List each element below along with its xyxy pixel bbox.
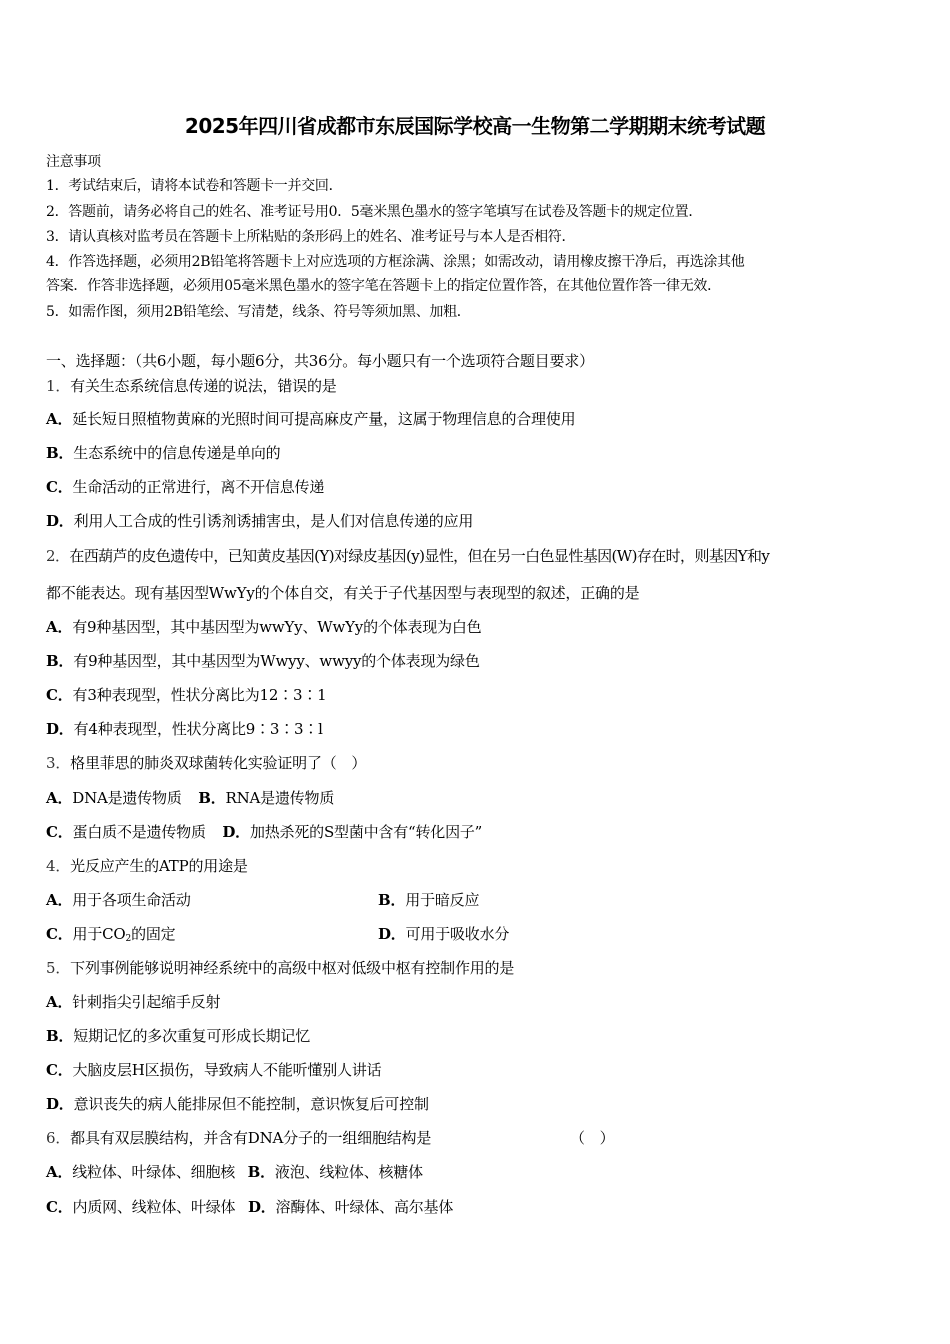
- option-text: 液泡、线粒体、核糖体: [274, 1163, 423, 1181]
- option-letter: A．: [46, 1163, 73, 1181]
- option-letter: A．: [46, 618, 73, 636]
- option-letter: D．: [378, 925, 406, 943]
- option-text: 可用于吸收水分: [405, 925, 510, 943]
- option-text: 针刺指尖引起缩手反射: [72, 993, 221, 1011]
- question-3-stem: [46, 752, 366, 774]
- option-letter: A．: [46, 993, 73, 1011]
- question-number: 3．: [46, 754, 71, 772]
- question-number: 2．: [46, 547, 70, 565]
- question-4-option-d[interactable]: [378, 923, 509, 945]
- option-letter: A．: [46, 891, 73, 909]
- option-letter: D．: [46, 720, 74, 738]
- question-2-stem: [46, 545, 769, 567]
- question-number: 4．: [46, 857, 71, 875]
- notice-item-4-cont: 答案．作答非选择题，必须用05毫米黑色墨水的签字笔在答题卡上的指定位置作答，在其他位置作答一律无效．: [46, 278, 721, 294]
- question-text: 在西葫芦的皮色遗传中，已知黄皮基因(Y)对绿皮基因(y)显性，但在另一白色显性基因(W)存在时，则基因Y和y: [69, 547, 770, 565]
- option-text: 生态系统中的信息传递是单向的: [73, 444, 281, 462]
- option-text-post: 的固定: [131, 925, 176, 943]
- question-1-option-b[interactable]: [46, 442, 280, 464]
- answer-paren: （ ）: [570, 1129, 615, 1147]
- notice-item-3: 3．请认真核对监考员在答题卡上所粘贴的条形码上的姓名、准考证号与本人是否相符．: [46, 229, 576, 245]
- question-text: 格里菲思的肺炎双球菌转化实验证明了（ ）: [70, 754, 367, 772]
- notice-item-4: 4．作答选择题，必须用2B铅笔将答题卡上对应选项的方框涂满、涂黑；如需改动，请用橡皮擦干净后，再选涂其他: [46, 254, 745, 270]
- option-text: 有3种表现型，性状分离比为12∶3∶1: [72, 686, 327, 704]
- option-letter: C．: [46, 1061, 73, 1079]
- option-text: 意识丧失的病人能排尿但不能控制，意识恢复后可控制: [73, 1095, 429, 1113]
- question-1-stem: [46, 375, 337, 397]
- question-5-option-d[interactable]: [46, 1093, 429, 1115]
- option-text: 有4种表现型，性状分离比9∶3∶3∶l: [73, 720, 323, 738]
- option-letter: B．: [46, 652, 74, 670]
- option-text: DNA是遗传物质: [72, 789, 182, 807]
- option-text: 加热杀死的S型菌中含有“转化因子”: [249, 823, 483, 841]
- question-6-options-ab: [46, 1161, 423, 1183]
- notice-item-2: 2．答题前，请务必将自己的姓名、准考证号用0．5毫米黑色墨水的签字笔填写在试卷及答题卡的规定位置．: [46, 204, 703, 220]
- option-text: 线粒体、叶绿体、细胞核: [72, 1163, 236, 1181]
- option-letter: C．: [46, 686, 73, 704]
- option-letter: B．: [198, 789, 226, 807]
- option-letter: D．: [46, 1095, 74, 1113]
- question-6-option-a[interactable]: [46, 1163, 235, 1181]
- option-letter: D．: [247, 1198, 276, 1216]
- question-6-stem: [46, 1127, 906, 1149]
- question-2-option-d[interactable]: [46, 718, 323, 740]
- page-title: 2025年四川省成都市东辰国际学校高一生物第二学期期末统考试题: [184, 114, 766, 138]
- question-text: 有关生态系统信息传递的说法，错误的是: [70, 377, 337, 395]
- question-number: 5．: [46, 959, 71, 977]
- option-letter: A．: [46, 410, 73, 428]
- question-4-stem: [46, 855, 248, 877]
- question-3-options-ab: [46, 787, 334, 809]
- option-letter: D．: [222, 823, 250, 841]
- question-4-option-a[interactable]: [46, 891, 191, 909]
- option-text: [73, 925, 176, 943]
- question-3-option-a[interactable]: [46, 789, 182, 807]
- option-text: 溶酶体、叶绿体、高尔基体: [275, 1198, 454, 1216]
- question-1-option-c[interactable]: [46, 476, 324, 498]
- question-1-option-a[interactable]: [46, 408, 575, 430]
- option-letter: B．: [247, 1163, 275, 1181]
- question-5-option-a[interactable]: [46, 991, 220, 1013]
- option-text: 用于暗反应: [405, 891, 480, 909]
- question-3-options-cd: [46, 821, 482, 843]
- option-text: 利用人工合成的性引诱剂诱捕害虫，是人们对信息传递的应用: [73, 512, 474, 530]
- question-4-option-b[interactable]: [378, 889, 479, 911]
- notice-heading: 注意事项: [46, 154, 101, 170]
- question-4-options-cd: [46, 923, 906, 950]
- question-text: 光反应产生的ATP的用途是: [70, 857, 248, 875]
- option-text: 延长短日照植物黄麻的光照时间可提高麻皮产量，这属于物理信息的合理使用: [72, 410, 576, 428]
- notice-item-5: 5．如需作图，须用2B铅笔绘、写清楚，线条、符号等须加黑、加粗．: [46, 304, 471, 320]
- question-2-option-c[interactable]: [46, 684, 326, 706]
- option-letter: A．: [46, 789, 73, 807]
- option-text: 用于各项生命活动: [72, 891, 191, 909]
- option-letter: B．: [46, 1027, 74, 1045]
- question-text: 下列事例能够说明神经系统中的高级中枢对低级中枢有控制作用的是: [70, 959, 515, 977]
- question-6-option-c[interactable]: [46, 1198, 235, 1216]
- question-2-option-a[interactable]: [46, 616, 481, 638]
- question-3-option-d[interactable]: [222, 823, 482, 841]
- option-text: RNA是遗传物质: [225, 789, 335, 807]
- option-letter: C．: [46, 925, 73, 943]
- option-letter: B．: [378, 891, 406, 909]
- section-heading: 一、选择题：（共6小题，每小题6分，共36分。每小题只有一个选项符合题目要求）: [46, 352, 594, 370]
- question-6-option-b[interactable]: [248, 1163, 423, 1181]
- question-3-option-c[interactable]: [46, 823, 206, 841]
- option-text-pre: 用于CO: [72, 925, 126, 943]
- question-3-option-b[interactable]: [198, 789, 334, 807]
- question-2-option-b[interactable]: [46, 650, 480, 672]
- option-letter: C．: [46, 823, 73, 841]
- option-text: 有9种基因型，其中基因型为Wwyy、wwyy的个体表现为绿色: [73, 652, 480, 670]
- option-letter: B．: [46, 444, 74, 462]
- question-6-option-d[interactable]: [248, 1198, 453, 1216]
- question-1-option-d[interactable]: [46, 510, 473, 532]
- option-text: 短期记忆的多次重复可形成长期记忆: [73, 1027, 311, 1045]
- question-4-option-c[interactable]: [46, 925, 175, 943]
- option-text: 大脑皮层H区损伤，导致病人不能听懂别人讲话: [72, 1061, 382, 1079]
- question-number: 6．: [46, 1129, 71, 1147]
- subscript: 2: [125, 934, 132, 944]
- option-letter: C．: [46, 1198, 73, 1216]
- option-text: 蛋白质不是遗传物质: [72, 823, 206, 841]
- question-text: 都具有双层膜结构，并含有DNA分子的一组细胞结构是: [70, 1129, 432, 1147]
- question-5-stem: [46, 957, 514, 979]
- question-4-options-ab: [46, 889, 906, 911]
- option-letter: C．: [46, 478, 73, 496]
- question-2-stem-cont: 都不能表达。现有基因型WwYy的个体自交，有关于子代基因型与表现型的叙述，正确的是: [46, 584, 640, 602]
- option-text: 内质网、线粒体、叶绿体: [72, 1198, 236, 1216]
- option-text: 生命活动的正常进行，离不开信息传递: [72, 478, 325, 496]
- question-number: 1．: [46, 377, 71, 395]
- question-6-options-cd: [46, 1196, 453, 1218]
- question-5-option-b[interactable]: [46, 1025, 310, 1047]
- option-text: 有9种基因型，其中基因型为wwYy、WwYy的个体表现为白色: [72, 618, 482, 636]
- option-letter: D．: [46, 512, 74, 530]
- question-5-option-c[interactable]: [46, 1059, 381, 1081]
- notice-item-1: 1．考试结束后，请将本试卷和答题卡一并交回．: [46, 178, 343, 194]
